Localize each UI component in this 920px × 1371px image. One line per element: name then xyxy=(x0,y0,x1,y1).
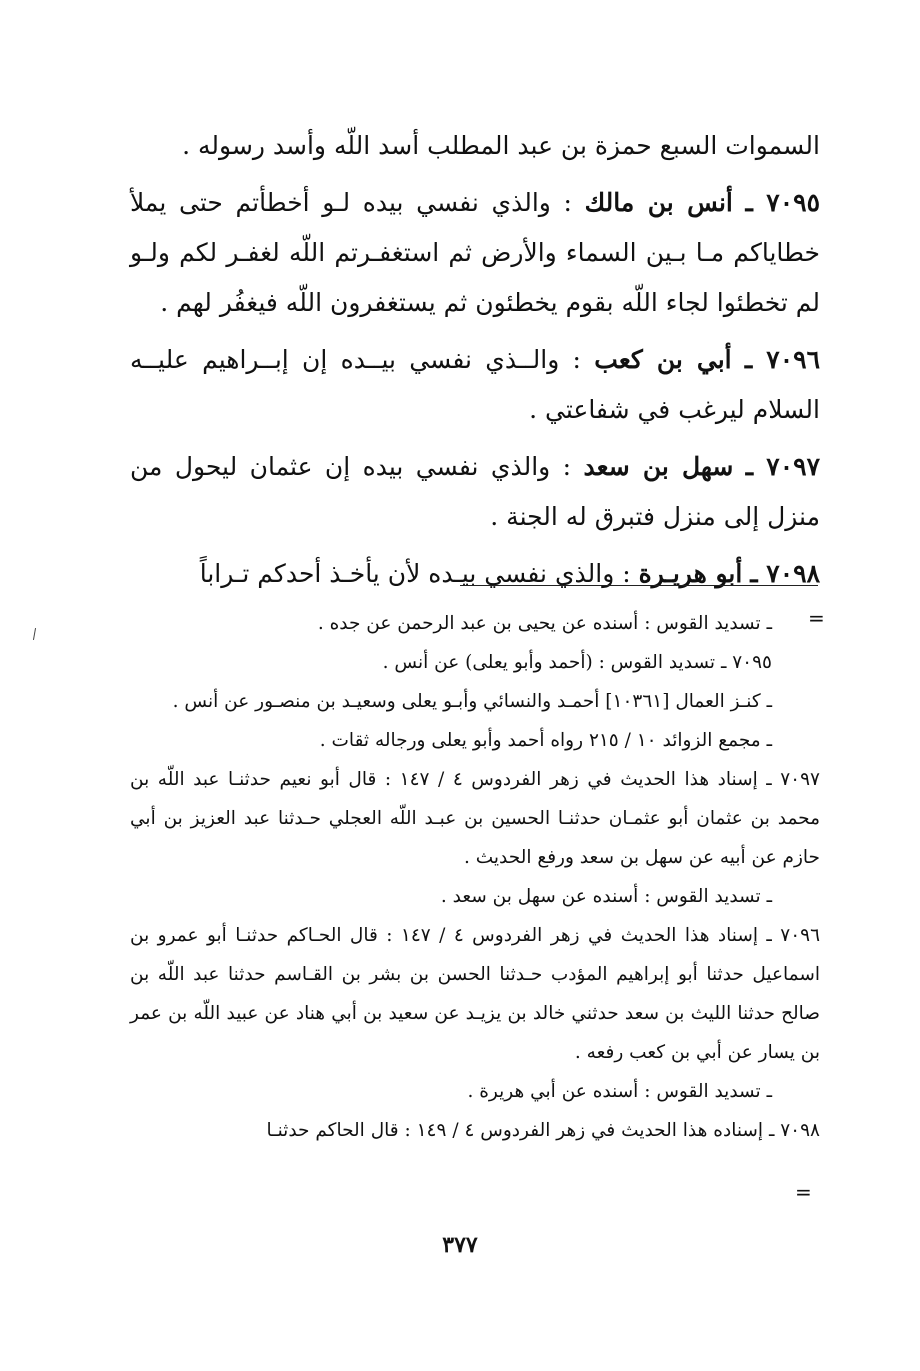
hadith-number: ٧٠٩٥ ـ xyxy=(745,188,820,217)
narrator-name: أبي بن كعب xyxy=(594,345,732,374)
footnote: ـ تسديد القوس : أسنده عن أبي هريرة . xyxy=(467,1081,772,1102)
hadith-number: ٧٠٩٦ ـ xyxy=(744,345,820,374)
footnote: ٧٠٩٦ ـ إسناد هذا الحديث في زهر الفردوس ٤ / ١٤٧ : قال الحـاكم حدثنـا أبو عمرو بن اسماعيل حدثنا أبو إبراهيم المؤدب حـدثنا الحسن بن بشر بن القـاسم حدثنا عبد اللّه بن صالح حدثنا الليث بن سعد حدثني خالد بن يزيـد عن سعيد بن أبي هناد عن عبيد اللّه بن عمر بن يسار عن أبي بن كعب رفعه . xyxy=(130,925,821,1063)
hadith-text: : والذي نفسي بيده إن عثمان ليحول من منزل إلى منزل فتبرق له الجنة . xyxy=(130,452,820,531)
hadith-text: : والذي نفسي بيده لـو أخطأتم حتى يملأ خطاياكم مـا بـين السماء والأرض ثم استغفـرتم اللّه لغفـر لكم ولـو لم تخطئوا لجاء اللّه بقوم يخطئون ثم يستغفرون اللّه فيغفُر لهم . xyxy=(130,188,820,317)
continuation-mark: = xyxy=(795,1180,812,1204)
continuation-mark: = xyxy=(808,606,825,630)
hadith-text: : والذي نفسي بيـده لأن يأخـذ أحدكم تـراباً xyxy=(199,559,631,588)
footnote: ٧٠٩٨ ـ إسناده هذا الحديث في زهر الفردوس ٤ / ١٤٩ : قال الحاكم حدثنـا xyxy=(266,1120,820,1141)
footnote-divider xyxy=(460,585,818,586)
hadith-7098 xyxy=(130,549,820,599)
footnotes xyxy=(130,604,820,1150)
footnote: ـ كنـز العمال [١٠٣٦١] أحمـد والنسائي وأبـو يعلى وسعيـد بن منصـور عن أنس . xyxy=(172,691,772,712)
hadith-7096 xyxy=(130,335,820,435)
page-number: ٣٧٧ xyxy=(442,1232,478,1258)
hadith-7095 xyxy=(130,178,820,328)
footnote: ـ تسديد القوس : أسنده عن يحيى بن عبد الرحمن عن جده . xyxy=(317,613,772,634)
main-text xyxy=(130,121,820,599)
footnote: ٧٠٩٧ ـ إسناد هذا الحديث في زهر الفردوس ٤ / ١٤٧ : قال أبو نعيم حدثنـا عبد اللّه بن محمد بن عثمان أبو عثمـان حدثنـا الحسين بن عبـد اللّه العجلي حـدثنا عبد العزيز بن أبي حازم عن أبيه عن سهل بن سعد ورفع الحديث . xyxy=(130,769,820,868)
narrator-name: أنس بن مالك xyxy=(584,188,733,217)
hadith-number: ٧٠٩٨ ـ xyxy=(750,559,820,588)
margin-mark xyxy=(33,628,36,640)
narrator-name: أبو هريـرة xyxy=(638,559,743,588)
hadith-7097 xyxy=(130,442,820,542)
footnote: ـ تسديد القوس : أسنده عن سهل بن سعد . xyxy=(440,886,772,907)
narrator-name: سهل بن سعد xyxy=(583,452,734,481)
footnote: ٧٠٩٥ ـ تسديد القوس : (أحمد وأبو يعلى) عن أنس . xyxy=(382,652,772,673)
hadith-text: : والــذي نفسي بيــده إن إبــراهيم عليــه السلام ليرغب في شفاعتي . xyxy=(130,345,820,424)
continuation-line: السموات السبع حمزة بن عبد المطلب أسد اللّه وأسد رسوله . xyxy=(182,131,820,160)
footnote: ـ مجمع الزوائد ١٠ / ٢١٥ رواه أحمد وأبو يعلى ورجاله ثقات . xyxy=(319,730,772,751)
hadith-number: ٧٠٩٧ ـ xyxy=(745,452,821,481)
